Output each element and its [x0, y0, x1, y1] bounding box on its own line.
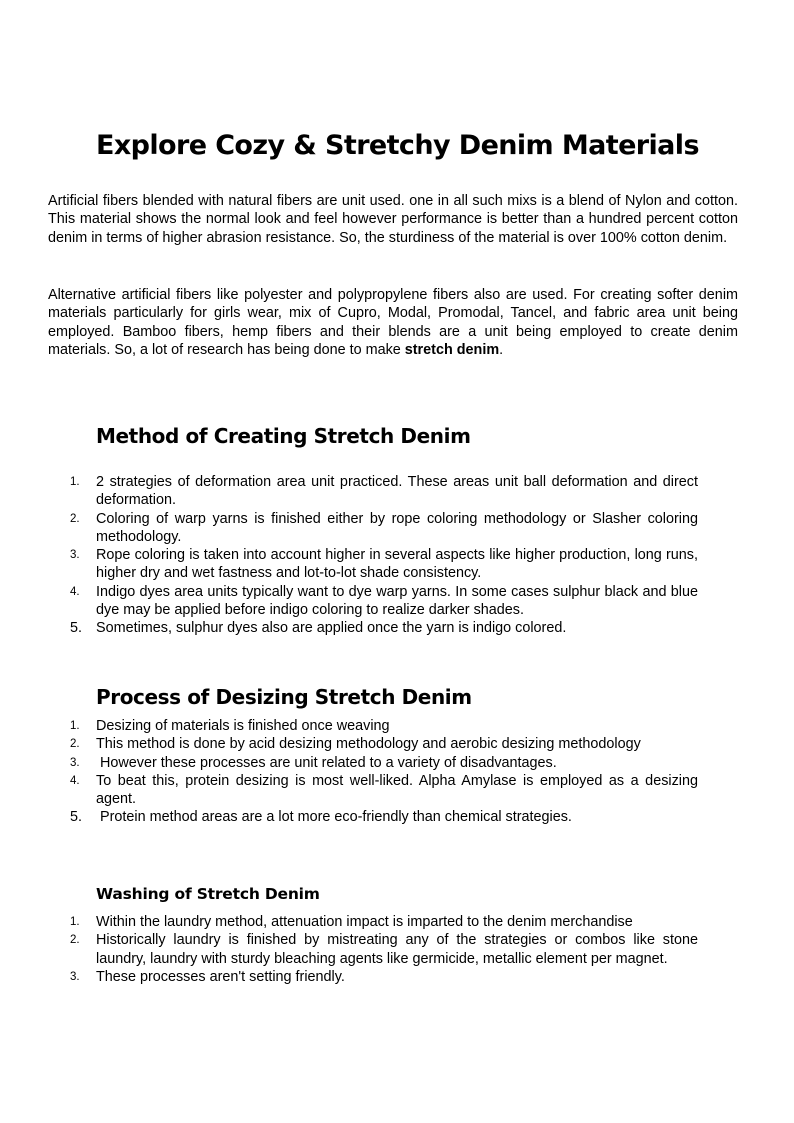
list-item-text: Within the laundry method, attenuation impact is imparted to the denim merchandise — [96, 914, 633, 930]
intro-paragraph-1: Artificial fibers blended with natural fibers are unit used. one in all such mixs is a blend of Nylon and cotton. This material shows the normal look and feel however performance is better than a hundred percent cotton denim in terms of higher abrasion resistance. So, the sturdiness of the material is over 100% cotton denim. — [48, 193, 738, 246]
list-item-text: Desizing of materials is finished once weaving — [96, 718, 390, 734]
list-number: 2. — [70, 934, 80, 947]
list-item-text: These processes aren't setting friendly. — [96, 968, 345, 985]
list-item — [70, 546, 698, 583]
intro-paragraph-2-end: . — [499, 341, 504, 358]
stretch-denim-bold-term: stretch denim — [404, 341, 500, 358]
list-number: 4. — [70, 774, 80, 787]
list-number: 1. — [70, 476, 80, 488]
list-number: 3. — [70, 756, 80, 769]
list-number: 3. — [70, 970, 80, 983]
list-number: 3. — [70, 549, 80, 562]
list-item — [70, 931, 698, 968]
list-item — [70, 968, 698, 986]
list-item-text: Sometimes, sulphur dyes also are applied once the yarn is indigo colored. — [96, 620, 567, 637]
list-item — [70, 583, 698, 620]
list-number: 1. — [70, 720, 80, 732]
page-title: Explore Cozy & Stretchy Denim Materials — [96, 130, 699, 161]
list-number: 2. — [70, 512, 80, 525]
list-number: 1. — [70, 916, 80, 928]
list-number: 2. — [70, 738, 80, 751]
list-item — [70, 913, 698, 931]
list-item — [70, 510, 698, 547]
desizing-list — [70, 717, 698, 827]
list-number: 4. — [70, 585, 80, 598]
list-item — [70, 619, 698, 637]
list-item — [70, 717, 698, 735]
list-item — [70, 735, 698, 753]
list-item — [70, 473, 698, 510]
list-item-text: This method is done by acid desizing methodology and aerobic desizing methodology — [96, 736, 641, 753]
intro-paragraph-2 — [48, 286, 738, 359]
list-item — [70, 754, 698, 772]
list-item-text: Historically laundry is finished by mistreating any of the strategies or combos like stone laundry, laundry with sturdy bleaching agents like germicide, metallic element per magnet. — [96, 932, 698, 967]
list-item-text: Indigo dyes area units typically want to dye warp yarns. In some cases sulphur black and blue dye may be applied before indigo coloring to realize darker shades. — [96, 583, 698, 619]
list-item-text: However these processes are unit related to a variety of disadvantages. — [96, 754, 557, 771]
list-item — [70, 808, 698, 826]
method-list — [70, 473, 698, 638]
section-heading-desizing: Process of Desizing Stretch Denim — [96, 685, 472, 709]
section-heading-method: Method of Creating Stretch Denim — [96, 424, 471, 448]
list-item-text: To beat this, protein desizing is most well-liked. Alpha Amylase is employed as a desizing agent. — [96, 772, 698, 808]
washing-list — [70, 913, 698, 986]
list-item-text: Protein method areas are a lot more eco-friendly than chemical strategies. — [96, 809, 572, 826]
list-number: 5. — [70, 620, 83, 637]
list-item-text: 2 strategies of deformation area unit practiced. These areas unit ball deformation and direct deformation. — [96, 474, 698, 509]
list-item-text: Coloring of warp yarns is finished either by rope coloring methodology or Slasher coloring methodology. — [96, 510, 698, 545]
list-number: 5. — [70, 809, 83, 826]
section-heading-washing: Washing of Stretch Denim — [96, 885, 320, 903]
intro-paragraph-2-text: Alternative artificial fibers like polyester and polypropylene fibers also are used. For creating softer denim materials particularly for girls wear, mix of Cupro, Modal, Promodal, Tancel, and fabric area unit being employed. Bamboo fibers, hemp fibers and their blends are a unit being employed to create denim materials. So, a lot of research has being done to make — [48, 287, 738, 358]
list-item — [70, 772, 698, 809]
list-item-text: Rope coloring is taken into account higher in several aspects like higher production, long runs, higher dry and wet fastness and lot-to-lot shade consistency. — [96, 547, 698, 582]
